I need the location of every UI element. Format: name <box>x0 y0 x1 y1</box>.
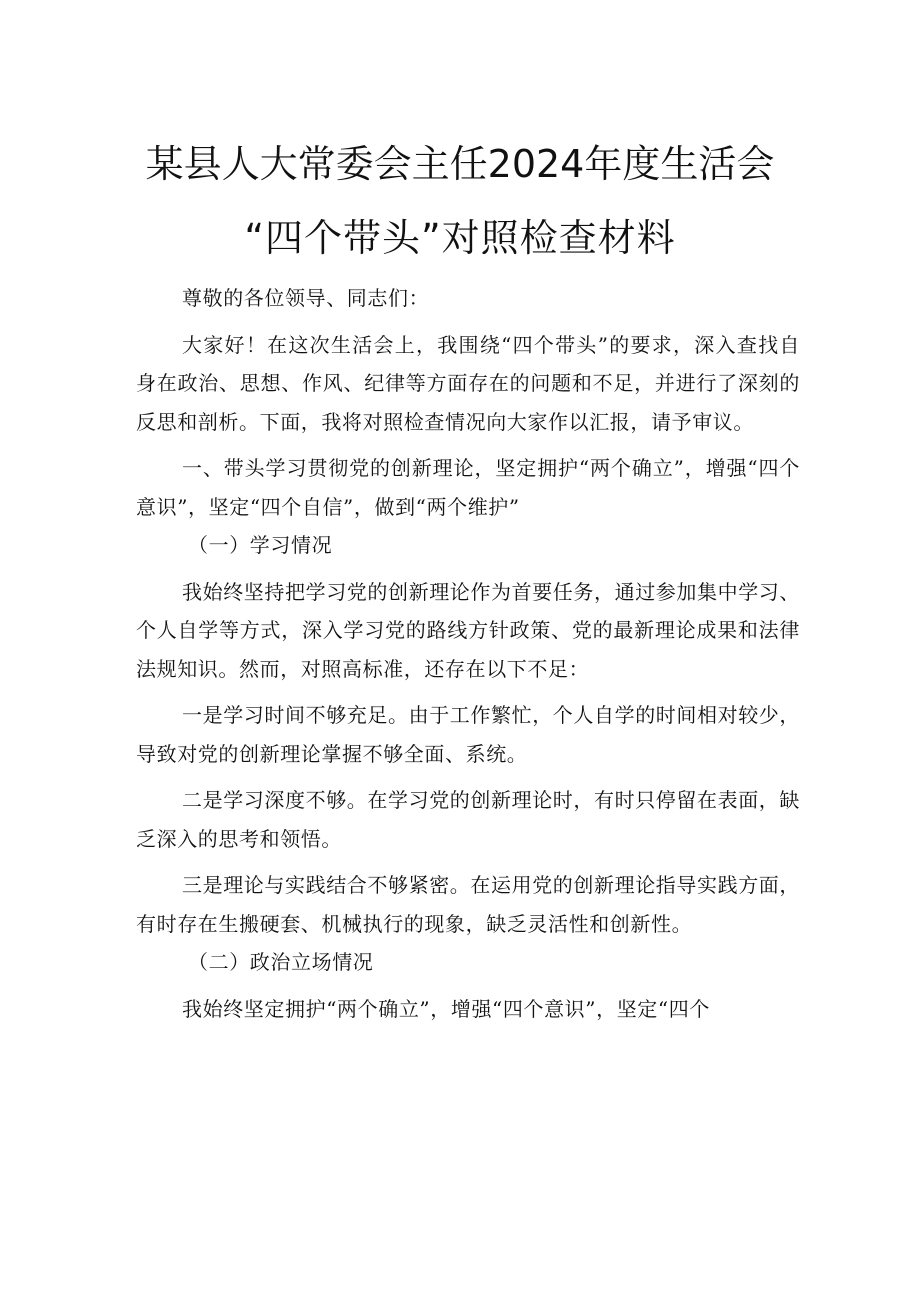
subsection-2-paragraph: 我始终坚定拥护“两个确立”，增强“四个意识”，坚定“四个 <box>182 996 710 1021</box>
issue-1-paragraph: 一是学习时间不够充足。由于工作繁忙，个人自学的时间相对较少，导致对党的创新理论掌握不够全面、系统。 <box>136 703 800 766</box>
subsection-1-paragraph: 我始终坚持把学习党的创新理论作为首要任务，通过参加集中学习、个人自学等方式，深入学习党的路线方针政策、党的最新理论成果和法律法规知识。然而，对照高标准，还存在以下不足： <box>136 579 800 681</box>
document-title-line-2: “四个带头”对照检查材料 <box>244 216 676 260</box>
intro-paragraph: 大家好！在这次生活会上，我围绕“四个带头”的要求，深入查找自身在政治、思想、作风、纪律等方面存在的问题和不足，并进行了深刻的反思和剖析。下面，我将对照检查情况向大家作以汇报，请予审议。 <box>136 332 800 434</box>
section-1-heading: 一、带头学习贯彻党的创新理论，坚定拥护“两个确立”，增强“四个意识”，坚定“四个自信”，做到“两个维护” <box>136 456 800 519</box>
salutation: 尊敬的各位领导、同志们： <box>182 286 430 310</box>
issue-2-paragraph: 二是学习深度不够。在学习党的创新理论时，有时只停留在表面，缺乏深入的思考和领悟。 <box>136 788 800 851</box>
subsection-1-heading: （一）学习情况 <box>188 533 333 557</box>
subsection-2-heading: （二）政治立场情况 <box>188 950 374 974</box>
issue-3-paragraph: 三是理论与实践结合不够紧密。在运用党的创新理论指导实践方面，有时存在生搬硬套、机械执行的现象，缺乏灵活性和创新性。 <box>136 873 800 936</box>
document-title-line-1: 某县人大常委会主任2024年度生活会 <box>145 142 775 186</box>
document-body <box>136 279 800 1028</box>
